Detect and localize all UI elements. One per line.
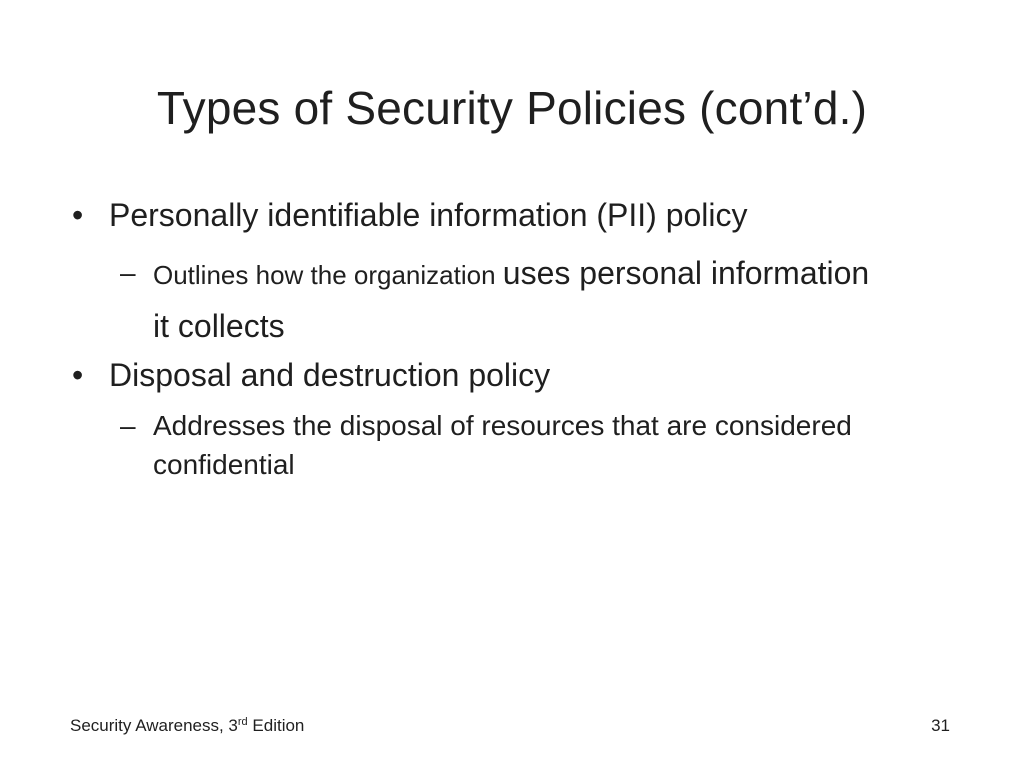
page-number: 31 xyxy=(931,716,950,735)
sub-bullet-text-part: Outlines how the organization xyxy=(153,260,503,290)
bullet-marker: • xyxy=(72,357,84,393)
bullet-marker: • xyxy=(72,197,84,233)
sub-bullet-text xyxy=(153,250,893,356)
sub-bullet-text-part: uses personal information it collects xyxy=(153,255,870,344)
footer-ordinal-suffix: rd xyxy=(237,716,248,728)
sub-bullet-text: Addresses the disposal of resources that are considered confidential xyxy=(153,410,852,480)
footer-edition: Edition xyxy=(247,716,305,735)
sub-bullet-marker: – xyxy=(120,410,136,441)
sub-bullet-marker: – xyxy=(120,257,136,288)
bullet-text: Personally identifiable information (PII) policy xyxy=(109,197,748,233)
bullet-text: Disposal and destruction policy xyxy=(109,357,551,393)
footer-book-title xyxy=(70,716,304,736)
slide-title: Types of Security Policies (cont’d.) xyxy=(156,82,868,134)
footer-book-name: Security Awareness, 3 xyxy=(70,716,238,735)
